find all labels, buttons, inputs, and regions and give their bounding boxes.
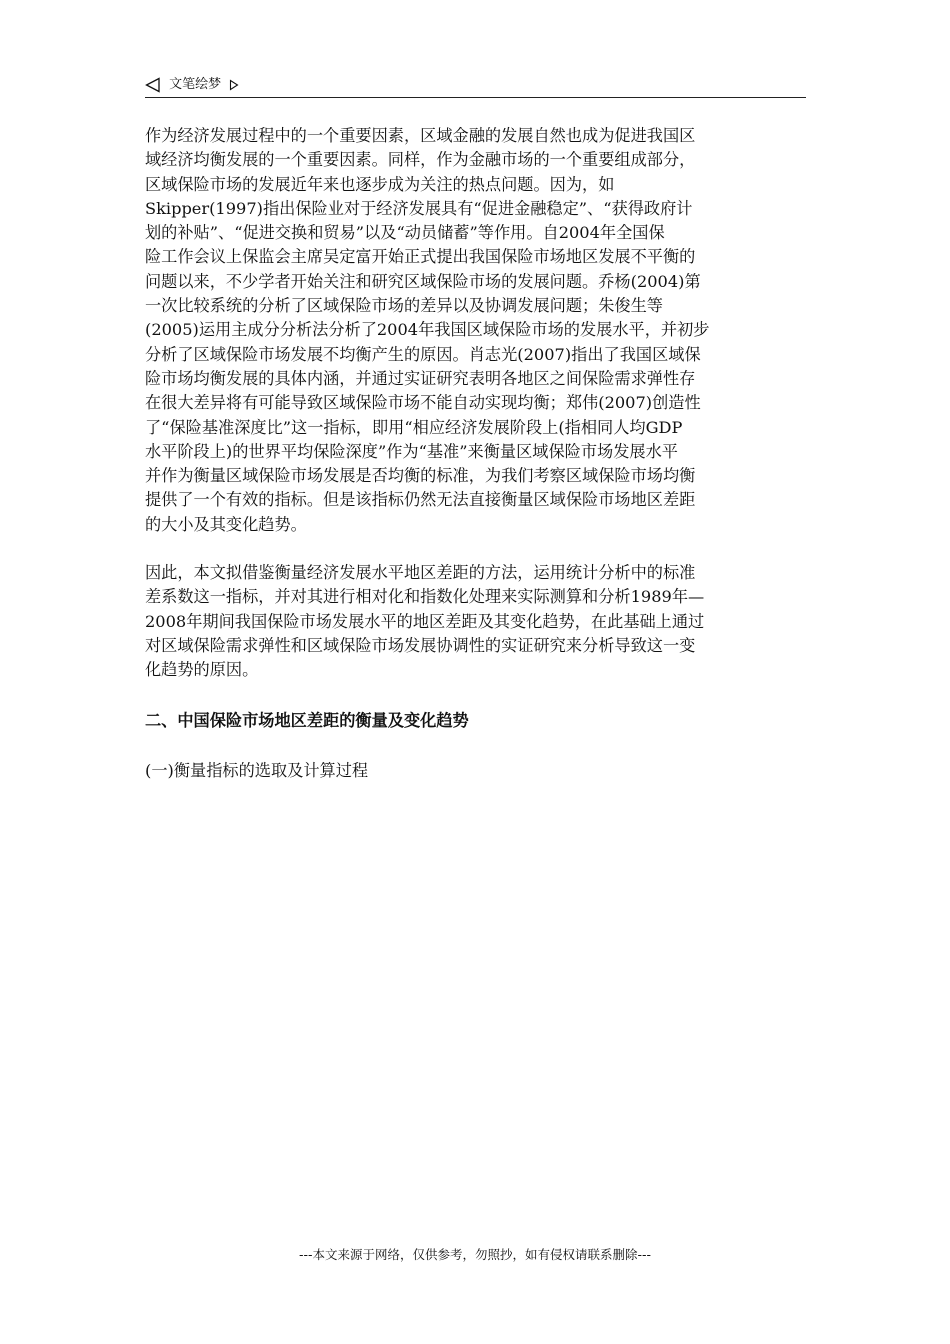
text-line: 区域保险市场的发展近年来也逐步成为关注的热点问题。因为，如	[145, 174, 615, 194]
paragraph-intro	[145, 124, 807, 537]
paragraph-method	[145, 561, 807, 682]
text-line: 分析了区域保险市场发展不均衡产生的原因。肖志光(2007)指出了我国区域保	[145, 344, 701, 364]
text-line: 水平阶段上)的世界平均保险深度”作为“基准”来衡量区域保险市场发展水平	[145, 441, 678, 461]
triangle-left-icon	[145, 77, 161, 93]
header-divider	[145, 97, 806, 98]
text-line: 并作为衡量区域保险市场发展是否均衡的标准，为我们考察区域保险市场均衡	[145, 466, 696, 486]
text-line: 对区域保险需求弹性和区域保险市场发展协调性的实证研究来分析导致这一变	[145, 635, 696, 655]
text-line: 一次比较系统的分析了区域保险市场的差异以及协调发展问题；朱俊生等	[145, 296, 663, 316]
text-line: 险工作会议上保监会主席吴定富开始正式提出我国保险市场地区发展不平衡的	[145, 247, 696, 267]
header-title: 文笔绘梦	[169, 77, 222, 92]
text-line: Skipper(1997)指出保险业对于经济发展具有“促进金融稳定”、“获得政府计	[145, 198, 693, 218]
text-line: (2005)运用主成分分析法分析了2004年我国区域保险市场的发展水平，并初步	[145, 320, 710, 340]
text-line: 险市场均衡发展的具体内涵，并通过实证研究表明各地区之间保险需求弹性存	[145, 368, 696, 388]
text-line: 2008年期间我国保险市场发展水平的地区差距及其变化趋势，在此基础上通过	[145, 611, 705, 631]
section-heading: 二、中国保险市场地区差距的衡量及变化趋势	[145, 710, 469, 730]
text-line: 划的补贴”、“促进交换和贸易”以及“动员储蓄”等作用。自2004年全国保	[145, 223, 665, 243]
text-line: 化趋势的原因。	[145, 660, 259, 680]
text-line: 域经济均衡发展的一个重要因素。同样，作为金融市场的一个重要组成部分，	[145, 150, 696, 170]
text-line: 在很大差异将有可能导致区域保险市场不能自动实现均衡；郑伟(2007)创造性	[145, 393, 701, 413]
text-line: 问题以来，不少学者开始关注和研究区域保险市场的发展问题。乔杨(2004)第	[145, 271, 701, 291]
text-line: 差系数这一指标，并对其进行相对化和指数化处理来实际测算和分析1989年—	[145, 587, 705, 607]
text-line: 因此，本文拟借鉴衡量经济发展水平地区差距的方法，运用统计分析中的标准	[145, 563, 696, 583]
text-line: 的大小及其变化趋势。	[145, 514, 307, 534]
text-line: 提供了一个有效的指标。但是该指标仍然无法直接衡量区域保险市场地区差距	[145, 490, 696, 510]
document-body	[145, 124, 807, 783]
subsection-heading: (一)衡量指标的选取及计算过程	[145, 760, 369, 780]
page-header	[145, 74, 805, 96]
text-line: 作为经济发展过程中的一个重要因素，区域金融的发展自然也成为促进我国区	[145, 126, 696, 145]
triangle-right-icon	[229, 79, 239, 91]
text-line: 了“保险基准深度比”这一指标，即用“相应经济发展阶段上(指相同人均GDP	[145, 417, 683, 437]
page-footer: ---本文来源于网络，仅供参考，勿照抄，如有侵权请联系删除---	[298, 1247, 652, 1262]
